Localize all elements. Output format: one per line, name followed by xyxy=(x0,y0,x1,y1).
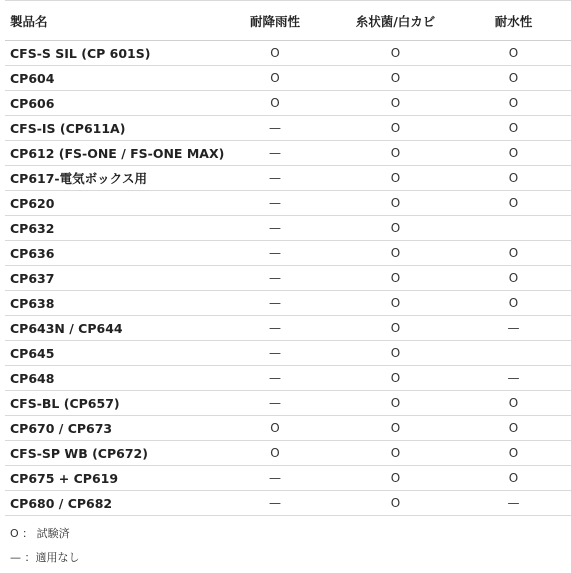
mold-resistance-cell: O xyxy=(335,441,456,466)
rain-resistance-cell: — xyxy=(215,291,335,316)
product-resistance-table xyxy=(5,0,571,516)
rain-resistance-cell: O xyxy=(215,41,335,66)
mold-resistance-cell: O xyxy=(335,216,456,241)
rain-resistance-cell: — xyxy=(215,166,335,191)
table-body xyxy=(5,41,571,516)
mold-resistance-cell: O xyxy=(335,366,456,391)
table-row xyxy=(5,91,571,116)
product-name-cell: CP612 (FS-ONE / FS-ONE MAX) xyxy=(5,141,215,166)
water-resistance-cell: — xyxy=(456,316,571,341)
table-row xyxy=(5,166,571,191)
water-resistance-cell: O xyxy=(456,116,571,141)
rain-resistance-cell: O xyxy=(215,91,335,116)
header-mold-resistance: 糸状菌/白カビ xyxy=(335,1,456,41)
water-resistance-cell xyxy=(456,216,571,241)
table-row xyxy=(5,191,571,216)
table-row xyxy=(5,116,571,141)
product-name-cell: CFS-BL (CP657) xyxy=(5,391,215,416)
table-header xyxy=(5,1,571,41)
table-row xyxy=(5,391,571,416)
rain-resistance-cell: — xyxy=(215,491,335,516)
rain-resistance-cell: — xyxy=(215,341,335,366)
table-row xyxy=(5,216,571,241)
water-resistance-cell: O xyxy=(456,391,571,416)
rain-resistance-cell: — xyxy=(215,191,335,216)
mold-resistance-cell: O xyxy=(335,141,456,166)
table-row xyxy=(5,241,571,266)
product-table-container xyxy=(5,0,566,570)
water-resistance-cell xyxy=(456,341,571,366)
product-name-cell: CP638 xyxy=(5,291,215,316)
rain-resistance-cell: — xyxy=(215,216,335,241)
product-name-cell: CP604 xyxy=(5,66,215,91)
rain-resistance-cell: — xyxy=(215,141,335,166)
mold-resistance-cell: O xyxy=(335,341,456,366)
rain-resistance-cell: — xyxy=(215,116,335,141)
header-water-resistance: 耐水性 xyxy=(456,1,571,41)
water-resistance-cell: O xyxy=(456,91,571,116)
water-resistance-cell: O xyxy=(456,141,571,166)
mold-resistance-cell: O xyxy=(335,416,456,441)
rain-resistance-cell: O xyxy=(215,66,335,91)
product-name-cell: CFS-S SIL (CP 601S) xyxy=(5,41,215,66)
legend xyxy=(10,522,566,570)
mold-resistance-cell: O xyxy=(335,166,456,191)
table-row xyxy=(5,141,571,166)
table-row xyxy=(5,491,571,516)
water-resistance-cell: O xyxy=(456,466,571,491)
rain-resistance-cell: — xyxy=(215,391,335,416)
water-resistance-cell: O xyxy=(456,166,571,191)
product-name-cell: CP637 xyxy=(5,266,215,291)
product-name-cell: CP648 xyxy=(5,366,215,391)
mold-resistance-cell: O xyxy=(335,241,456,266)
legend-tested: O ： 試験済 xyxy=(10,527,70,540)
mold-resistance-cell: O xyxy=(335,116,456,141)
mold-resistance-cell: O xyxy=(335,191,456,216)
header-product-name: 製品名 xyxy=(5,1,215,41)
water-resistance-cell: O xyxy=(456,66,571,91)
table-row xyxy=(5,66,571,91)
mold-resistance-cell: O xyxy=(335,41,456,66)
product-name-cell: CP675 + CP619 xyxy=(5,466,215,491)
mold-resistance-cell: O xyxy=(335,466,456,491)
table-row xyxy=(5,466,571,491)
product-name-cell: CP620 xyxy=(5,191,215,216)
rain-resistance-cell: O xyxy=(215,416,335,441)
table-row xyxy=(5,291,571,316)
mold-resistance-cell: O xyxy=(335,91,456,116)
water-resistance-cell: O xyxy=(456,41,571,66)
table-row xyxy=(5,366,571,391)
header-row xyxy=(5,1,571,41)
table-row xyxy=(5,341,571,366)
mold-resistance-cell: O xyxy=(335,491,456,516)
product-name-cell: CFS-IS (CP611A) xyxy=(5,116,215,141)
mold-resistance-cell: O xyxy=(335,266,456,291)
product-name-cell: CP670 / CP673 xyxy=(5,416,215,441)
table-row xyxy=(5,441,571,466)
product-name-cell: CP632 xyxy=(5,216,215,241)
water-resistance-cell: O xyxy=(456,266,571,291)
product-name-cell: CP680 / CP682 xyxy=(5,491,215,516)
product-name-cell: CP643N / CP644 xyxy=(5,316,215,341)
water-resistance-cell: O xyxy=(456,241,571,266)
water-resistance-cell: — xyxy=(456,491,571,516)
product-name-cell: CP636 xyxy=(5,241,215,266)
product-name-cell: CFS-SP WB (CP672) xyxy=(5,441,215,466)
water-resistance-cell: O xyxy=(456,191,571,216)
table-row xyxy=(5,316,571,341)
mold-resistance-cell: O xyxy=(335,291,456,316)
legend-not-applicable: — ：適用なし xyxy=(10,551,80,564)
water-resistance-cell: O xyxy=(456,441,571,466)
water-resistance-cell: — xyxy=(456,366,571,391)
water-resistance-cell: O xyxy=(456,291,571,316)
product-name-cell: CP645 xyxy=(5,341,215,366)
mold-resistance-cell: O xyxy=(335,316,456,341)
header-rain-resistance: 耐降雨性 xyxy=(215,1,335,41)
rain-resistance-cell: — xyxy=(215,241,335,266)
mold-resistance-cell: O xyxy=(335,66,456,91)
table-row xyxy=(5,41,571,66)
water-resistance-cell: O xyxy=(456,416,571,441)
product-name-cell: CP617-電気ボックス用 xyxy=(5,166,215,191)
product-name-cell: CP606 xyxy=(5,91,215,116)
rain-resistance-cell: — xyxy=(215,366,335,391)
mold-resistance-cell: O xyxy=(335,391,456,416)
rain-resistance-cell: — xyxy=(215,316,335,341)
rain-resistance-cell: O xyxy=(215,441,335,466)
rain-resistance-cell: — xyxy=(215,466,335,491)
table-row xyxy=(5,416,571,441)
rain-resistance-cell: — xyxy=(215,266,335,291)
table-row xyxy=(5,266,571,291)
